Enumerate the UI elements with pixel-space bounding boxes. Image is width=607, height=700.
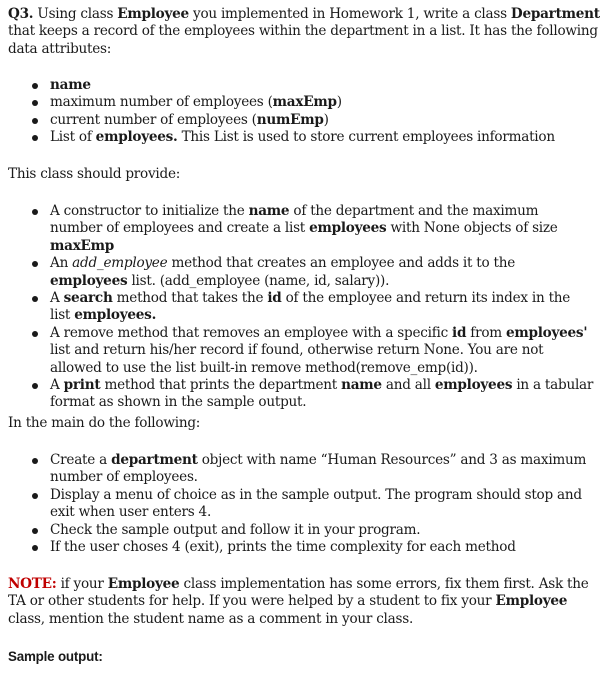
method-text: A [50,290,64,307]
step-text: Create a [50,452,112,468]
list-item [0,94,600,111]
step-text: Check the sample output and follow it in your program. [50,521,421,538]
provide-intro: This class should provide: [8,166,181,182]
method-bold: maxEmp [50,237,115,254]
method-bold: name [248,203,290,219]
main-intro: In the main do the following: [8,415,201,431]
attributes-list [0,77,600,147]
attr-text: ) [336,94,342,111]
method-bold: employees [309,220,387,237]
method-text: method that creates an employee and adds it to the [167,255,515,272]
note-text: class, mention the student name as a comment in your class. [8,610,414,627]
attr-text: ) [323,111,329,128]
method-text: method that prints the department [100,377,342,394]
method-text: A constructor to initialize the [50,203,249,219]
list-item [0,77,600,94]
method-bold: employees [434,377,513,394]
note-paragraph [8,576,600,628]
question-intro [8,6,600,58]
method-text: list and return his/her record if found, otherwise return None. You are not allowed to use the list built-in remove method(remove_emp(id)). [50,342,544,376]
methods-list [0,203,600,412]
note-bold: Employee [107,576,180,592]
method-text: and all [381,377,435,394]
note-text: if your [56,576,108,592]
list-item [0,325,600,377]
list-item [0,487,600,522]
note-bold: Employee [495,593,568,610]
question-label: Q3. [8,6,34,22]
method-text: in a tabular format as shown in the sample output. [50,377,594,411]
intro-bold: Employee [117,6,189,22]
method-text: method that takes the [112,290,268,307]
attr-text: current number of employees ( [50,111,257,128]
step-text: If the user choses 4 (exit), prints the time complexity for each method [50,539,516,556]
method-bold: name [341,377,382,394]
sample-output-heading: Sample output: [8,649,103,664]
step-text: object with name “Human Resources” and 3 as maximum number of employees. [50,452,587,486]
intro-bold: Department [510,6,600,22]
list-item [0,129,600,146]
method-italic: add_employee [72,255,168,272]
attr-text: This List is used to store current employees information [177,129,555,146]
method-bold: id [267,290,282,307]
list-item [0,377,600,412]
method-bold: search [63,290,113,307]
intro-text: that keeps a record of the employees within the department in a list. It has the following data attributes: [8,23,598,57]
attr-text: List of [50,129,96,146]
list-item [0,522,600,539]
attr-text: maximum number of employees ( [50,94,273,111]
method-text: from [466,324,506,341]
method-text: A [50,377,64,394]
attr-bold: maxEmp [272,94,337,111]
attr-bold: numEmp [256,111,324,128]
list-item [0,203,600,255]
method-bold: employees [50,272,128,289]
method-bold: id [452,324,467,341]
list-item [0,539,600,556]
method-text: A remove method that removes an employee with a specific [50,324,453,341]
method-text: An [50,255,73,272]
method-bold: print [63,377,101,394]
step-text: Display a menu of choice as in the sample output. The program should stop and exit when user enters 4. [50,486,582,521]
list-item [0,290,600,325]
intro-text: Using class [33,6,118,22]
attr-bold: name [50,77,91,93]
list-item [0,255,600,290]
step-bold: department [111,452,198,468]
list-item [0,452,600,487]
method-bold: employees. [74,307,157,324]
method-text: of the department and the maximum number of employees and create a list [50,203,539,237]
main-steps-list [0,452,600,556]
list-item [0,112,600,129]
note-text: class implementation has some errors, fix them first. Ask the TA or other students for help. If you were helped by a student to fix your [8,576,589,610]
attr-bold: employees. [95,129,178,146]
method-text: with None objects of size [386,220,558,237]
note-label: NOTE: [8,576,57,592]
method-bold: employees' [505,324,588,341]
intro-text: you implemented in Homework 1, write a class [188,6,511,22]
method-text: list. (add_employee (name, id, salary)). [127,272,390,289]
method-text: of the employee and return its index in the list [50,290,571,324]
